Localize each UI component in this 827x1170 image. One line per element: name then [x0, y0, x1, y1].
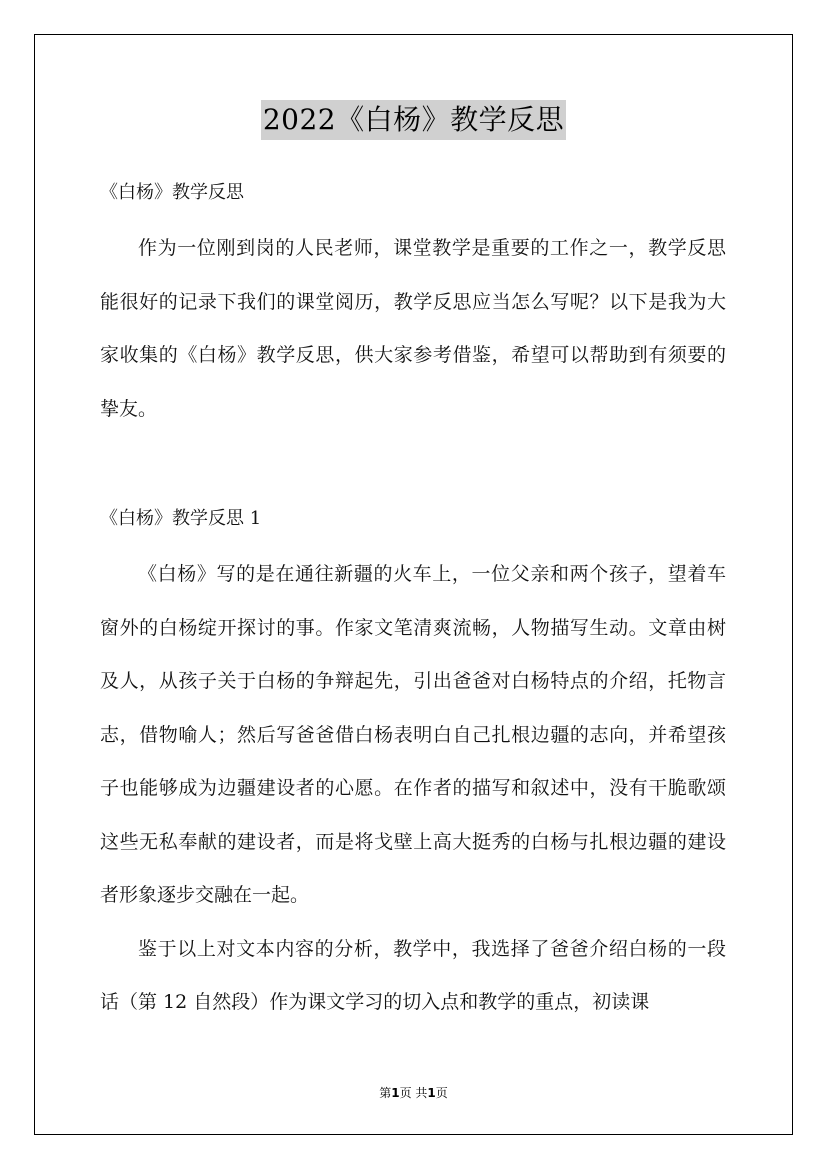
intro-heading: 《白杨》教学反思	[100, 182, 244, 203]
footer-suffix: 页	[435, 1086, 448, 1100]
footer-prefix: 第	[379, 1086, 392, 1100]
section-1-heading: 《白杨》教学反思 1	[100, 508, 262, 529]
footer-page-number: 1	[391, 1086, 400, 1100]
section-1	[100, 506, 726, 1030]
footer-page-total: 1	[427, 1086, 436, 1100]
intro-paragraph: 作为一位刚到岗的人民老师，课堂教学是重要的工作之一，教学反思能很好的记录下我们的课堂阅历，教学反思应当怎么写呢？以下是我为大家收集的《白杨》教学反思，供大家参考借鉴，希望可以帮助到有须要的挚友。	[100, 237, 726, 420]
section-1-paragraph-2: 鉴于以上对文本内容的分析，教学中，我选择了爸爸介绍白杨的一段话（第 12 自然段）作为课文学习的切入点和教学的重点，初读课	[100, 937, 726, 1013]
page-footer	[0, 1084, 827, 1101]
title-container	[0, 100, 827, 140]
document-body	[100, 180, 726, 436]
footer-mid: 页 共	[399, 1086, 428, 1100]
document-title: 2022《白杨》教学反思	[261, 100, 566, 140]
section-1-paragraph-1: 《白杨》写的是在通往新疆的火车上，一位父亲和两个孩子，望着车窗外的白杨绽开探讨的事。作家文笔清爽流畅，人物描写生动。文章由树及人，从孩子关于白杨的争辩起先，引出爸爸对白杨特点的介绍，托物言志，借物喻人；然后写爸爸借白杨表明白自己扎根边疆的志向，并希望孩子也能够成为边疆建设者的心愿。在作者的描写和叙述中，没有干脆歌颂这些无私奉献的建设者，而是将戈壁上高大挺秀的白杨与扎根边疆的建设者形象逐步交融在一起。	[100, 563, 726, 906]
